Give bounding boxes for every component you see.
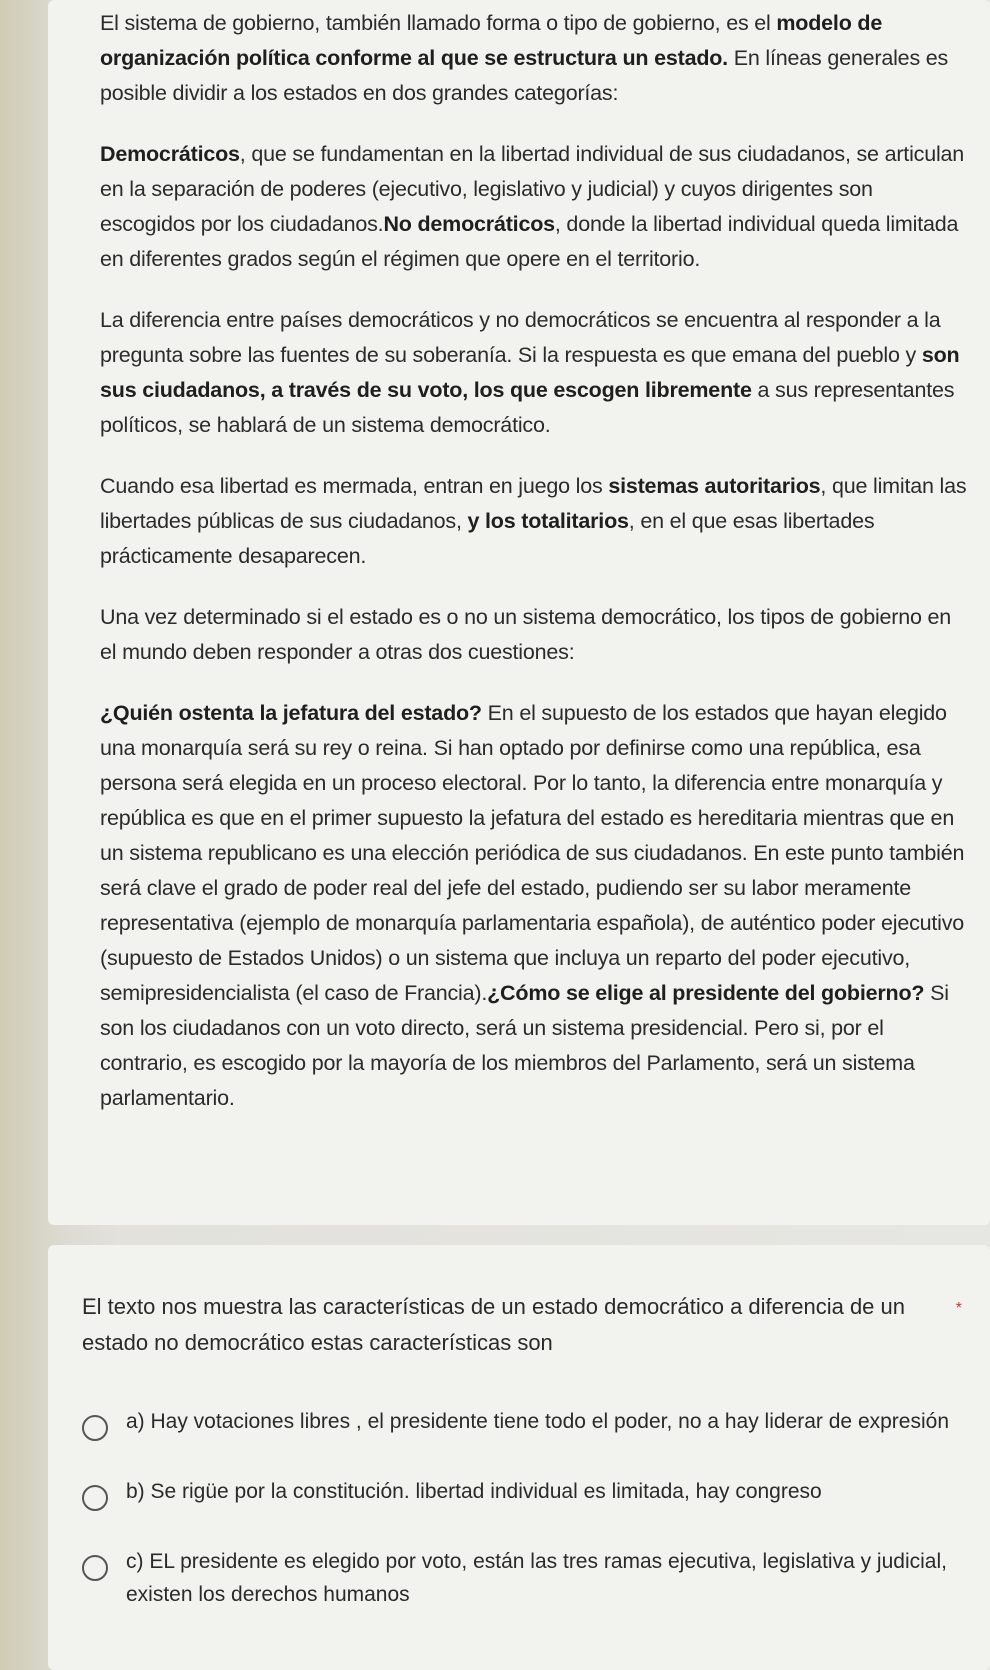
bold-text: Democráticos xyxy=(100,142,240,166)
text-run: , en el que esas libertades prácticamente desaparecen. xyxy=(100,509,875,568)
option-c[interactable] xyxy=(82,1545,970,1611)
passage-paragraph-2 xyxy=(100,137,970,277)
text-run: En el supuesto de los estados que hayan elegido una monarquía será su rey o reina. Si han optado por definirse como una república, esa persona será elegida en un proceso electoral. Por lo tanto, la diferencia entre monarquía y república es que en el primer supuesto la jefatura del estado es hereditaria mientras que en un sistema republicano es una elección periódica de sus ciudadanos. En este punto también será clave el grado de poder real del jefe del estado, pudiendo ser su labor meramente representativa (ejemplo de monarquía parlamentaria española), de auténtico poder ejecutivo (supuesto de Estados Unidos) o un sistema que incluya un reparto del poder ejecutivo, semipresidencialista (el caso de Francia). xyxy=(100,701,965,1005)
passage-card xyxy=(48,0,990,1225)
text-run: En líneas generales es posible dividir a los estados en dos grandes categorías: xyxy=(100,46,949,105)
option-label-a: a) Hay votaciones libres , el presidente tiene todo el poder, no a hay liderar de expresión xyxy=(126,1410,949,1433)
bold-text: modelo de organización política conforme al que se estructura un estado. xyxy=(100,11,883,70)
text-run: , que limitan las libertades públicas de sus ciudadanos, xyxy=(100,474,967,533)
passage-paragraph-1 xyxy=(100,6,970,111)
text-run: Cuando esa libertad es mermada, entran en juego los xyxy=(100,474,609,498)
bold-text: son sus ciudadanos, a través de su voto, los que escogen libremente xyxy=(100,343,960,402)
passage-paragraph-5: Una vez determinado si el estado es o no un sistema democrático, los tipos de gobierno en el mundo deben responder a otras dos cuestiones: xyxy=(100,605,952,664)
bold-text: y los totalitarios xyxy=(467,509,629,533)
text-run: Si son los ciudadanos con un voto directo, será un sistema presidencial. Pero si, por el contrario, es escogido por la mayoría de los miembros del Parlamento, será un sistema parlamentario. xyxy=(100,981,949,1110)
option-label-b: b) Se rigüe por la constitución. libertad individual es limitada, hay congreso xyxy=(126,1480,822,1503)
option-a[interactable] xyxy=(82,1405,970,1441)
option-b[interactable] xyxy=(82,1475,970,1511)
radio-button-b[interactable] xyxy=(82,1485,108,1511)
radio-button-c[interactable] xyxy=(82,1555,108,1581)
passage-paragraph-6 xyxy=(100,696,970,1116)
bold-text: No democráticos xyxy=(383,212,555,236)
text-run: , donde la libertad individual queda limitada en diferentes grados según el régimen que opere en el territorio. xyxy=(100,212,959,271)
option-label-c: c) EL presidente es elegido por voto, están las tres ramas ejecutiva, legislativa y judicial, existen los derechos humanos xyxy=(126,1550,947,1606)
question-card xyxy=(48,1245,990,1670)
bold-text: sistemas autoritarios xyxy=(608,474,821,498)
bold-text: ¿Cómo se elige al presidente del gobierno? xyxy=(487,981,925,1005)
text-run: a sus representantes políticos, se hablará de un sistema democrático. xyxy=(100,378,955,437)
passage-paragraph-3 xyxy=(100,303,970,443)
bold-text: ¿Quién ostenta la jefatura del estado? xyxy=(100,701,482,725)
text-run: El sistema de gobierno, también llamado forma o tipo de gobierno, es el xyxy=(100,11,777,35)
radio-group xyxy=(82,1405,970,1611)
text-run: , que se fundamentan en la libertad individual de sus ciudadanos, se articulan en la separación de poderes (ejecutivo, legislativo y judicial) y cuyos dirigentes son escogidos por los ciudadanos. xyxy=(100,142,965,236)
passage-paragraph-4 xyxy=(100,469,970,574)
required-asterisk: * xyxy=(955,1300,962,1317)
question-title xyxy=(82,1289,970,1361)
text-run: La diferencia entre países democráticos y no democráticos se encuentra al responder a la pregunta sobre las fuentes de su soberanía. Si la respuesta es que emana del pueblo y xyxy=(100,308,941,367)
radio-button-a[interactable] xyxy=(82,1415,108,1441)
question-text: El texto nos muestra las características de un estado democrático a diferencia de un estado no democrático estas características son xyxy=(82,1294,905,1355)
